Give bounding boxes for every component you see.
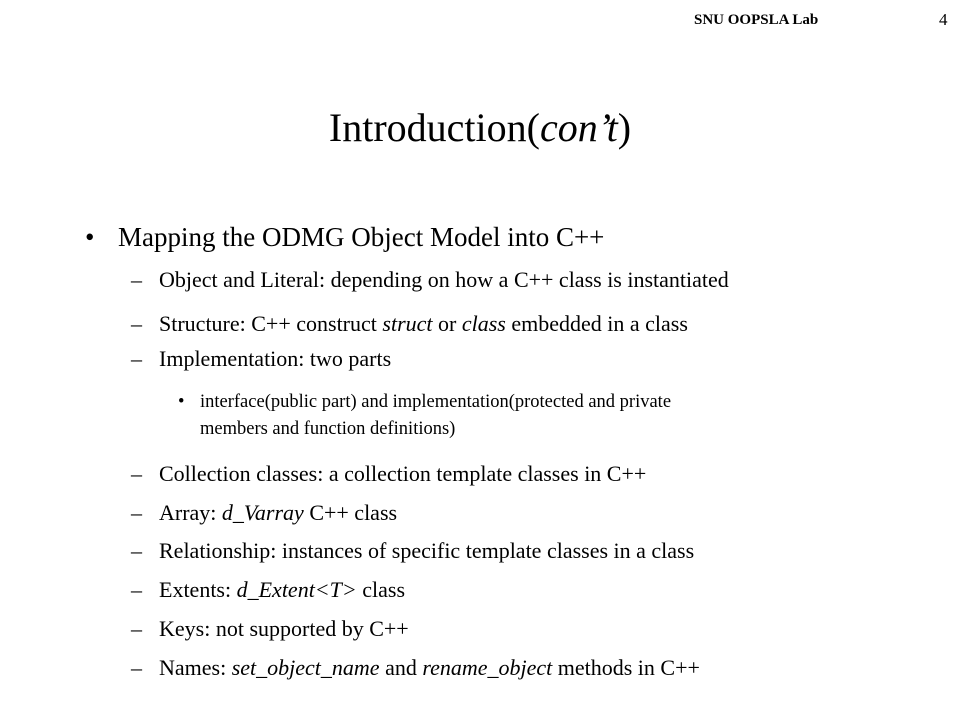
names-text-c: and [379,655,423,680]
impl-detail-line2: members and function definitions) [200,419,456,439]
names-text-a: Names: [159,655,232,680]
bullet-relationship [131,538,695,564]
bullet-dash: – [131,346,142,371]
bullet-structure [131,311,688,337]
bullet-dash: – [131,461,142,486]
bullet-impl-detail [178,389,900,443]
header-lab-name: SNU OOPSLA Lab [694,12,819,28]
bullet-names [131,655,700,681]
bullet-mapping [85,222,605,253]
bullet-dot: • [178,392,185,412]
title-italic: con’t [539,105,618,150]
bullet-dot: • [85,222,95,252]
structure-text-a: Structure: C++ construct [159,311,383,336]
bullet-dash: – [131,655,142,680]
collection-text: Collection classes: a collection template classes in C++ [159,461,647,486]
bullet-dash: – [131,616,142,641]
slide-title [0,104,960,152]
extents-text-b: d_Extent<T> [236,577,357,602]
impl-detail-line1: interface(public part) and implementation(protected and private [200,392,672,412]
names-text-d: rename_object [422,655,553,680]
bullet-keys [131,616,409,642]
bullet-collection [131,461,647,487]
array-text-a: Array: [159,500,222,525]
bullet-implementation [131,346,392,372]
bullet-object-literal [131,267,729,293]
structure-text-d: class [461,311,506,336]
title-main: Introduction( [328,105,540,150]
mapping-text: Mapping the ODMG Object Model into C++ [118,222,605,252]
bullet-dash: – [131,577,142,602]
bullet-dash: – [131,267,142,292]
bullet-dash: – [131,311,142,336]
structure-text-b: struct [382,311,433,336]
keys-text: Keys: not supported by C++ [159,616,409,641]
bullet-dash: – [131,500,142,525]
names-text-e: methods in C++ [552,655,700,680]
bullet-extents [131,577,405,603]
array-text-c: C++ class [303,500,398,525]
structure-text-c: or [432,311,462,336]
structure-text-e: embedded in a class [505,311,688,336]
extents-text-c: class [356,577,405,602]
bullet-dash: – [131,538,142,563]
implementation-text: Implementation: two parts [159,346,392,371]
bullet-array [131,500,398,526]
extents-text-a: Extents: [159,577,237,602]
relationship-text: Relationship: instances of specific template classes in a class [159,538,695,563]
object-literal-text: Object and Literal: depending on how a C++ class is instantiated [159,267,729,292]
names-text-b: set_object_name [231,655,380,680]
title-close: ) [617,105,632,150]
page-number: 4 [939,10,948,29]
array-text-b: d_Varray [221,500,304,525]
